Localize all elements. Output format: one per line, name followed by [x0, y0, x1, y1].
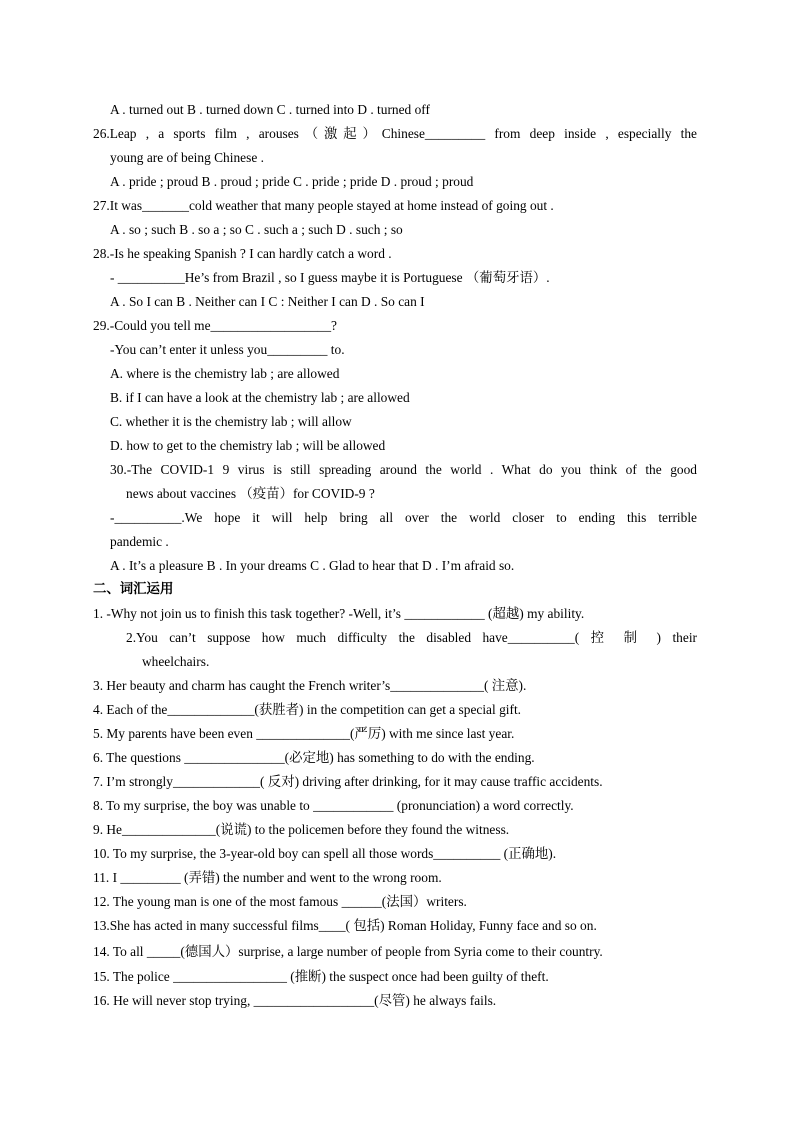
q28-options: A . So I can B . Neither can I C : Neither I can D . So can I	[110, 294, 425, 309]
vocab-item-1: 1. -Why not join us to finish this task together? -Well, it’s ____________ (超越) my ability.	[93, 606, 585, 621]
q25-options: A . turned out B . turned down C . turned into D . turned off	[110, 102, 430, 117]
vocab-item-2-line2: wheelchairs.	[142, 654, 210, 669]
vocab-item-13: 13.She has acted in many successful films____( 包括) Roman Holiday, Funny face and so on.	[93, 918, 597, 933]
q29-option-d: D. how to get to the chemistry lab ; will be allowed	[110, 438, 386, 453]
section-heading-vocabulary: 二、词汇运用	[93, 582, 174, 597]
q30-line4: pandemic .	[110, 534, 169, 549]
q29-option-c: C. whether it is the chemistry lab ; will allow	[110, 414, 352, 429]
q29-option-b: B. if I can have a look at the chemistry lab ; are allowed	[110, 390, 410, 405]
q30-line2: news about vaccines （疫苗）for COVID-9 ?	[126, 486, 375, 501]
vocab-item-3: 3. Her beauty and charm has caught the French writer’s______________( 注意).	[93, 678, 527, 693]
q29-option-a: A. where is the chemistry lab ; are allowed	[110, 366, 340, 381]
q26-line2: young are of being Chinese .	[110, 150, 264, 165]
q30-line3: -__________.We hope it will help bring all over the world closer to ending this terrible	[110, 510, 697, 525]
vocab-item-4: 4. Each of the_____________(获胜者) in the competition can get a special gift.	[93, 702, 522, 717]
q29-line1: 29.-Could you tell me__________________?	[93, 318, 337, 333]
q30-options: A . It’s a pleasure B . In your dreams C . Glad to hear that D . I’m afraid so.	[110, 558, 515, 573]
vocab-item-14: 14. To all _____(德国人）surprise, a large number of people from Syria come to their country.	[93, 944, 603, 959]
vocab-item-8: 8. To my surprise, the boy was unable to ____________ (pronunciation) a word correctly.	[93, 798, 574, 813]
vocab-item-12: 12. The young man is one of the most famous ______(法国）writers.	[93, 894, 467, 909]
q26-options: A . pride ; proud B . proud ; pride C . pride ; pride D . proud ; proud	[110, 174, 474, 189]
vocab-item-16: 16. He will never stop trying, __________________(尽管) he always fails.	[93, 993, 497, 1008]
q27-line1: 27.It was_______cold weather that many people stayed at home instead of going out .	[93, 198, 554, 213]
q29-line2: -You can’t enter it unless you_________ to.	[110, 342, 345, 357]
vocab-item-11: 11. I _________ (弄错) the number and went to the wrong room.	[93, 870, 442, 885]
vocab-item-15: 15. The police _________________ (推断) the suspect once had been guilty of theft.	[93, 969, 549, 984]
vocab-item-2-line1: 2.You can’t suppose how much difficulty the disabled have__________( 控 制 ) their	[126, 630, 697, 645]
q30-line1: 30.-The COVID-1 9 virus is still spreading around the world . What do you think of the good	[110, 462, 697, 477]
q28-line2: - __________He’s from Brazil , so I guess maybe it is Portuguese （葡萄牙语）.	[110, 270, 550, 285]
vocab-item-7: 7. I’m strongly_____________( 反对) driving after drinking, for it may cause traffic accidents.	[93, 774, 603, 789]
vocab-item-9: 9. He______________(说谎) to the policemen before they found the witness.	[93, 822, 510, 837]
vocab-item-10: 10. To my surprise, the 3-year-old boy can spell all those words__________ (正确地).	[93, 846, 557, 861]
q27-options: A . so ; such B . so a ; so C . such a ; such D . such ; so	[110, 222, 403, 237]
vocab-item-6: 6. The questions _______________(必定地) has something to do with the ending.	[93, 750, 535, 765]
q28-line1: 28.-Is he speaking Spanish ? I can hardly catch a word .	[93, 246, 392, 261]
vocab-item-5: 5. My parents have been even ______________(严厉) with me since last year.	[93, 726, 515, 741]
q26-line1: 26.Leap , a sports film , arouses（激起）Chinese_________ from deep inside , especially the	[93, 126, 697, 141]
